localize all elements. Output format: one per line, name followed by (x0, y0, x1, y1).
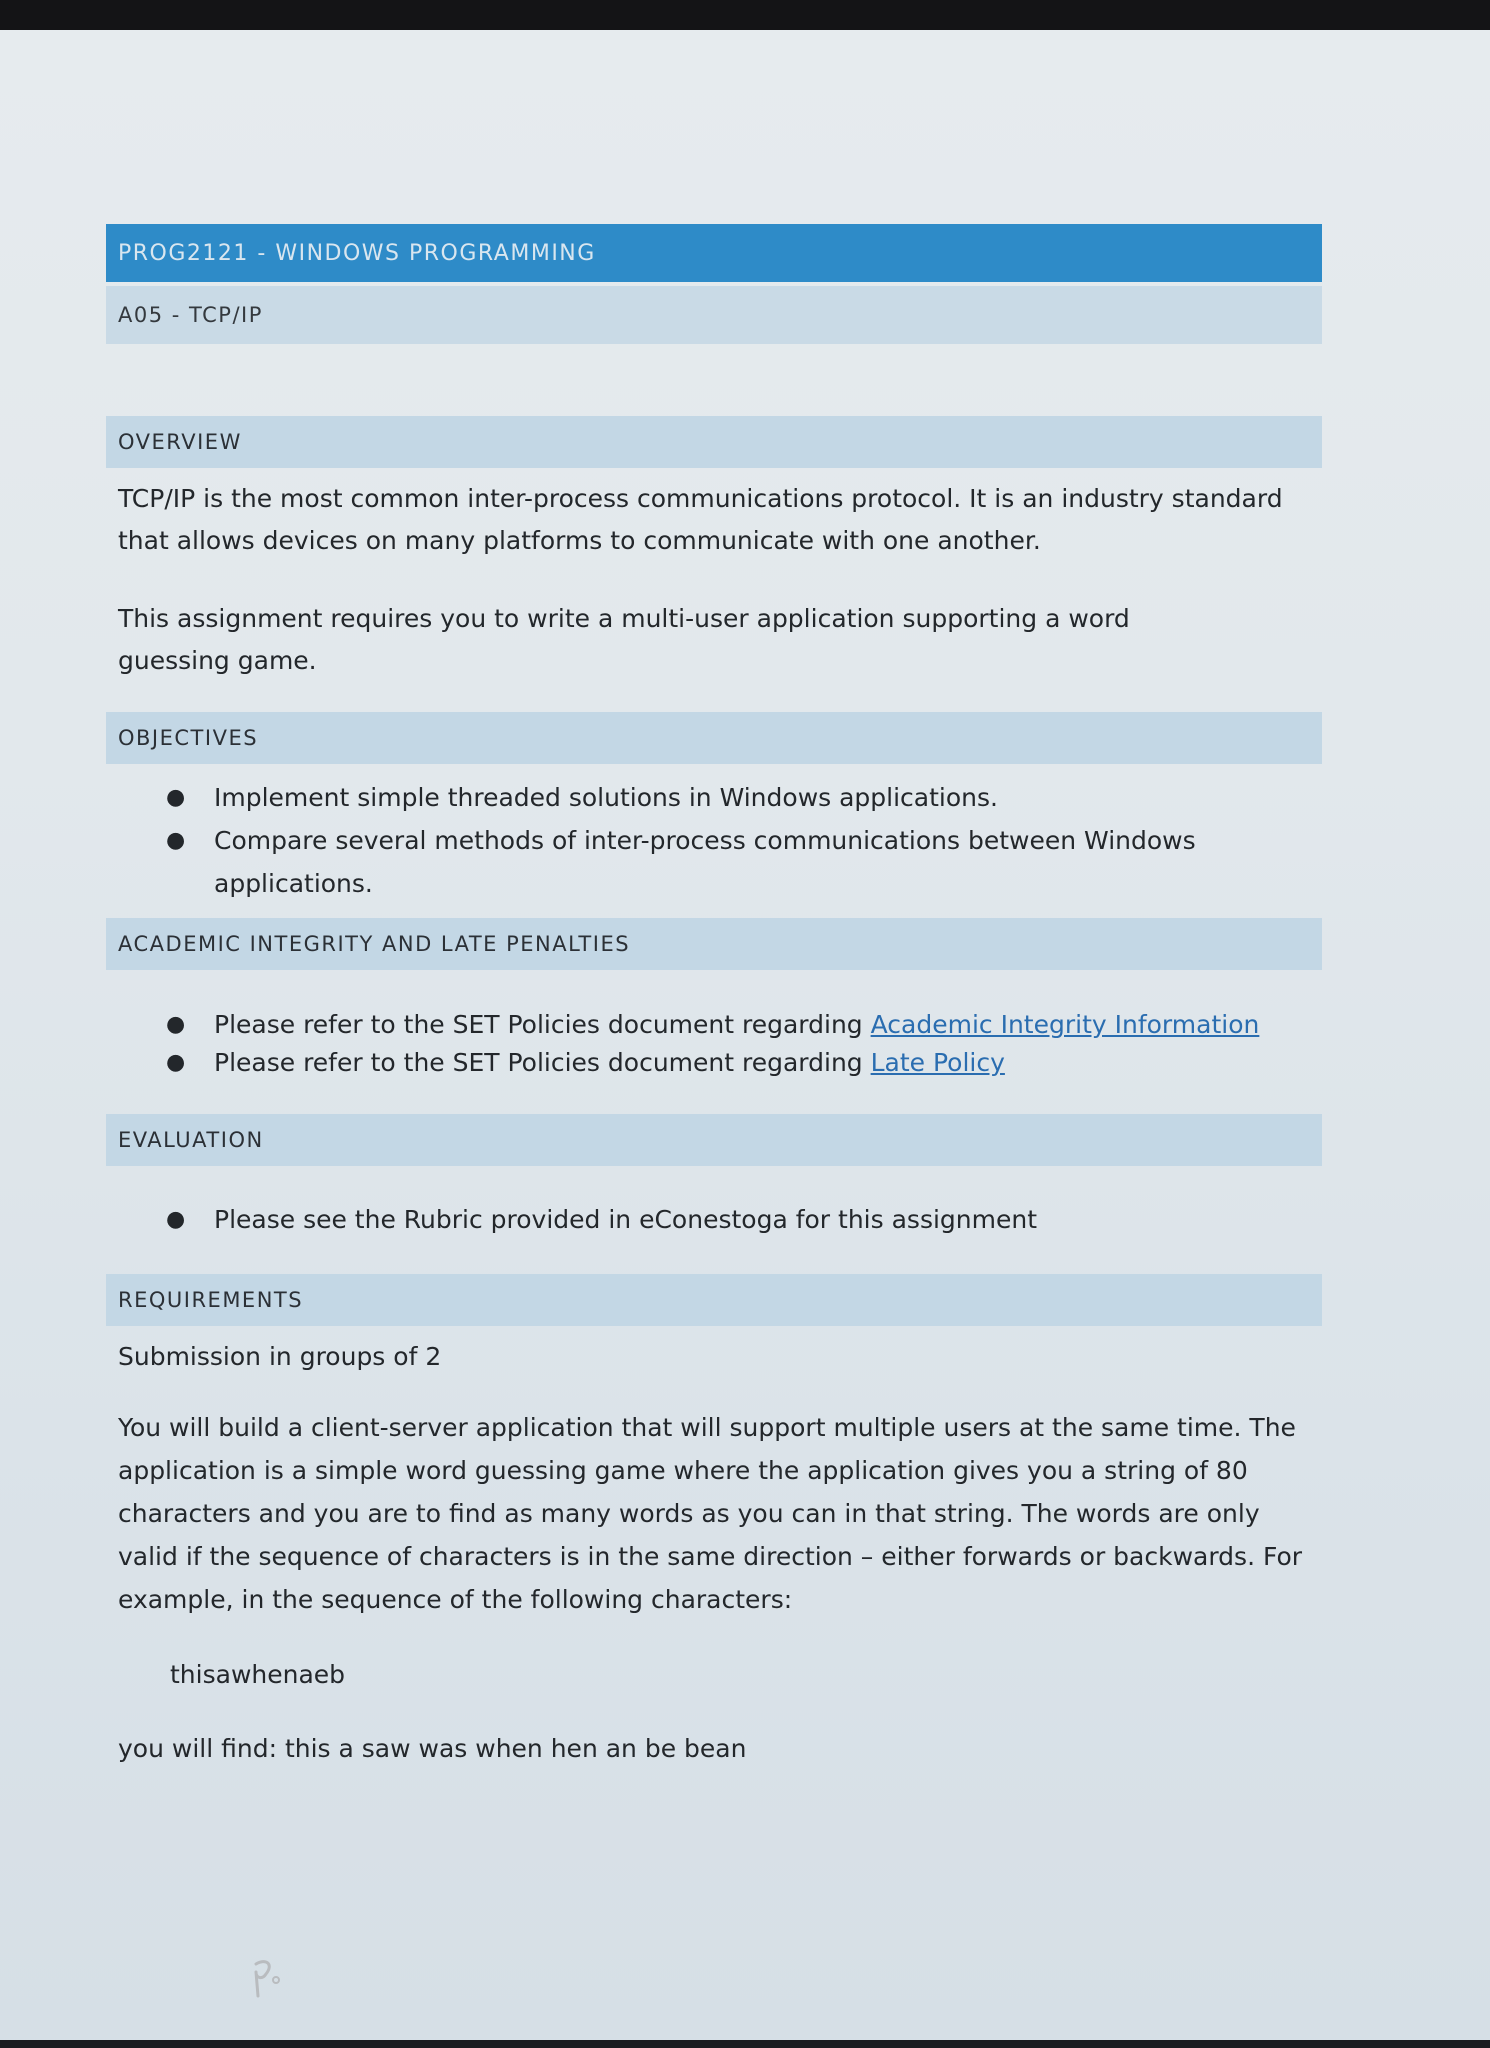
objectives-heading-band (106, 712, 1322, 764)
requirements-heading: REQUIREMENTS (118, 1288, 304, 1312)
list-item: ● Compare several methods of inter-process communications between Windows applications. (160, 819, 1214, 905)
assignment-title-band (106, 286, 1322, 344)
list-item: ● Please refer to the SET Policies document regarding Late Policy (160, 1044, 1310, 1082)
academic-integrity-link[interactable]: Academic Integrity Information (870, 1010, 1260, 1039)
list-item: ● Implement simple threaded solutions in Windows applications. (160, 776, 1310, 819)
submission-text: Submission in groups of 2 (118, 1342, 442, 1371)
overview-heading: OVERVIEW (118, 430, 242, 454)
bullet-icon: ● (166, 1012, 186, 1037)
evaluation-heading-band (106, 1114, 1322, 1166)
list-item: ● Please see the Rubric provided in eConestoga for this assignment (160, 1200, 1310, 1240)
bullet-icon: ● (166, 785, 186, 810)
academic-list (160, 1006, 1310, 1082)
academic-heading-band (106, 918, 1322, 970)
late-policy-link[interactable]: Late Policy (870, 1048, 1005, 1077)
document-page (0, 30, 1490, 2040)
photo-top-edge (0, 0, 1490, 32)
assignment-title: A05 - TCP/IP (118, 303, 263, 327)
example-result: you will find: this a saw was when hen an be bean (118, 1734, 747, 1763)
bullet-icon: ● (166, 828, 186, 853)
pen-mark-icon (234, 1950, 294, 2010)
requirements-description: You will build a client-server application that will support multiple users at the same time. The application is a simple word guessing game where the application gives you a string of 80 characters and you are to find as many words as you can in that string. The words are only valid if the sequence of characters is in the same direction – either forwards or backwards. For example, in the sequence of the following characters: (118, 1413, 1303, 1614)
requirements-heading-band (106, 1274, 1322, 1326)
overview-paragraph-2: This assignment requires you to write a multi-user application supporting a word guessing game. (118, 604, 1130, 675)
academic-heading: ACADEMIC INTEGRITY AND LATE PENALTIES (118, 932, 631, 956)
objectives-list (160, 776, 1310, 905)
course-title: PROG2121 - WINDOWS PROGRAMMING (118, 240, 596, 266)
overview-heading-band (106, 416, 1322, 468)
overview-paragraph-1: TCP/IP is the most common inter-process communications protocol. It is an industry standard that allows devices on many platforms to communicate with one another. (118, 484, 1283, 555)
evaluation-list (160, 1200, 1310, 1240)
course-title-band (106, 224, 1322, 282)
objectives-heading: OBJECTIVES (118, 726, 259, 750)
example-string: thisawhenaeb (170, 1660, 346, 1689)
photo-bottom-edge (0, 2040, 1490, 2048)
list-item: ● Please refer to the SET Policies document regarding Academic Integrity Information (160, 1006, 1310, 1044)
bullet-icon: ● (166, 1050, 186, 1075)
evaluation-heading: EVALUATION (118, 1128, 264, 1152)
bullet-icon: ● (166, 1207, 186, 1232)
